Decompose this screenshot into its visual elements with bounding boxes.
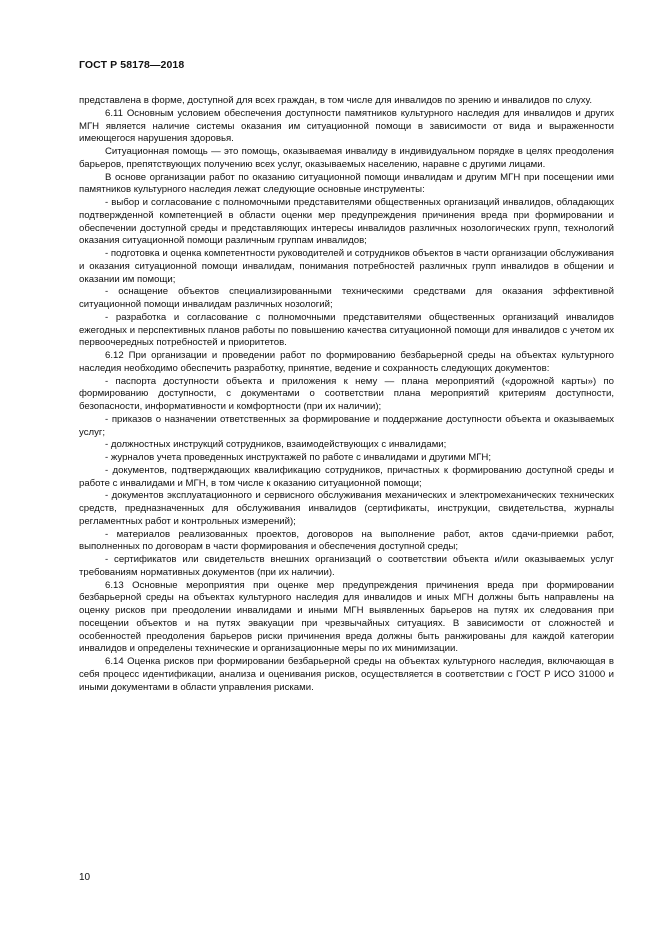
paragraph-definition: Ситуационная помощь — это помощь, оказываемая инвалиду в индивидуальном порядке в целях преодоления барьеров, препятствующих получению всех услуг, оказываемых населению, наравне с другими лицами.: [79, 146, 614, 170]
paragraph-tools-intro: В основе организации работ по оказанию ситуационной помощи инвалидам и другим МГН при посещении ими памятников культурного наследия лежат следующие основные инструменты:: [79, 171, 614, 196]
list-item: - журналов учета проведенных инструктажей по работе с инвалидами и другими МГН;: [105, 452, 492, 463]
list-item: - материалов реализованных проектов, договоров на выполнение работ, актов сдачи-приемки работ, выполненных по договорам в части формирования и обеспечения доступной среды;: [79, 528, 614, 553]
list-item: - паспорта доступности объекта и приложения к нему — плана мероприятий («дорожной карты») по формированию доступности, с документами о соответствии плана мероприятий критериям доступности, безопасности, информативности и комфортности (при их наличии);: [79, 375, 614, 412]
clause-6-13: 6.13 Основные мероприятия при оценке мер предупреждения причинения вреда при формировании безбарьерной среды на объектах культурного наследия для инвалидов и иных МГН должны быть направлены на оценку рисков при преодолении инвалидами и иными МГН выявленных барьеров на путях их следования при посещении объектов и на путях эвакуации при чрезвычайных ситуациях. В зависимости от сложностей и особенностей преодоления барьеров риски причинения вреда должны быть ранжированы для каждой категории инвалидов и определены технические и организационные меры по их минимизации.: [79, 579, 614, 655]
list-item: - выбор и согласование с полномочными представителями общественных организаций инвалидов, обладающих подтвержденной компетенцией в области оценки мер предупреждения причинения вреда при формировании и обеспечении доступной среды и представляющих интересы инвалидов различных нозологических групп, технологий оказания ситуационной помощи различным группам инвалидов;: [79, 197, 614, 247]
list-item: - оснащение объектов специализированными техническими средствами для оказания эффективной ситуационной помощи инвалидам различных нозологий;: [79, 286, 614, 310]
list-item: - приказов о назначении ответственных за формирование и поддержание доступности объекта и оказываемых услуг;: [79, 413, 614, 438]
list-item: - документов эксплуатационного и сервисного обслуживания механических и электромеханических технических средств, предназначенных для обслуживания инвалидов (сертификаты, инструкции, свидетельства, журналы регламентных работ и контрольных измерений);: [79, 490, 614, 527]
list-item: - документов, подтверждающих квалификацию сотрудников, причастных к формированию доступной среды и работе с инвалидами и МГН, в том числе к оказанию ситуационной помощи;: [79, 464, 614, 489]
paragraph-continuation: представлена в форме, доступной для всех граждан, в том числе для инвалидов по зрению и инвалидов по слуху.: [79, 95, 593, 106]
standard-designation: ГОСТ Р 58178—2018: [79, 59, 185, 71]
list-item: - подготовка и оценка компетентности руководителей и сотрудников объектов в части организации обслуживания и оказания ситуационной помощи инвалидам, понимания потребностей различных групп инвалидов в общении и оказании им помощи;: [79, 248, 614, 285]
clause-6-14: 6.14 Оценка рисков при формировании безбарьерной среды на объектах культурного наследия, включающая в себя процесс идентификации, анализа и оценивания рисков, осуществляется в соответствии с ГОСТ Р ИСО 31000 и иными документами в области управления рисками.: [79, 656, 614, 693]
clause-6-12: 6.12 При организации и проведении работ по формированию безбарьерной среды на объектах культурного наследия необходимо обеспечить разработку, принятие, ведение и сохранность следующих документов:: [79, 350, 614, 374]
list-item: - сертификатов или свидетельств внешних организаций о соответствии объекта и/или оказываемых услуг требованиям нормативных документов (при их наличии).: [79, 554, 614, 578]
clause-6-11: 6.11 Основным условием обеспечения доступности памятников культурного наследия для инвалидов и других МГН является наличие системы оказания им ситуационной помощи в зависимости от вида и выраженности имеющегося нарушения здоровья.: [79, 107, 614, 145]
list-item: - разработка и согласование с полномочными представителями общественных организаций инвалидов ежегодных и перспективных планов работы по повышению качества ситуационной помощи для инвалидов с учетом их первоочередных потребностей и приоритетов.: [79, 311, 614, 349]
list-item: - должностных инструкций сотрудников, взаимодействующих с инвалидами;: [105, 439, 447, 451]
page-number: 10: [79, 872, 91, 883]
document-body: [79, 95, 614, 694]
